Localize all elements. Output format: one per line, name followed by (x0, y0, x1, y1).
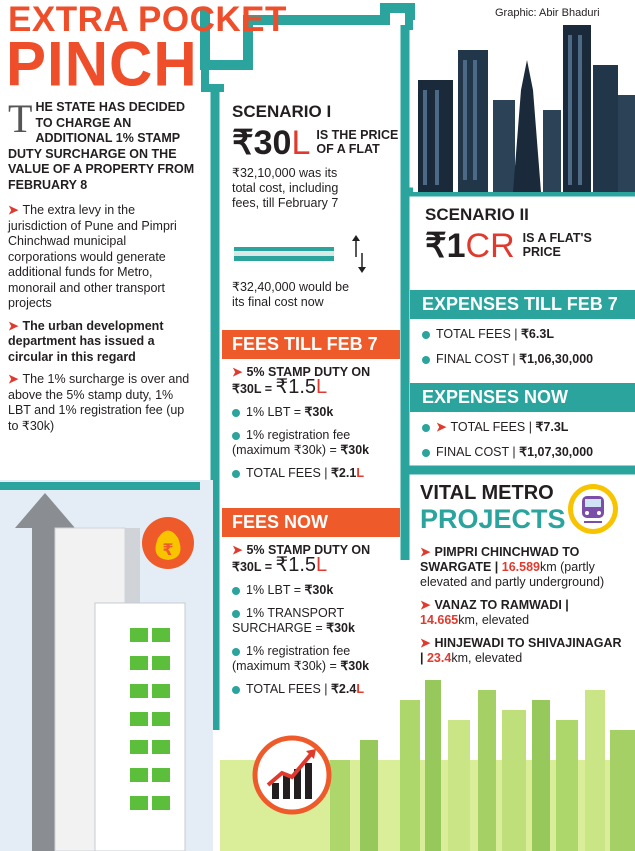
fees-till-heading: FEES TILL FEB 7 (222, 330, 400, 359)
fee-item: TOTAL FEES | ₹2.4L (232, 682, 402, 697)
scenario-2-price: ₹1 (425, 227, 466, 265)
bullet-dot (232, 686, 240, 694)
bullet-dot (232, 470, 240, 478)
intro-bullet: ➤ The urban development department has issued a circular in this regard (8, 318, 164, 364)
graphic-credit: Graphic: Abir Bhaduri (495, 7, 600, 19)
growth-chart-icon (252, 735, 332, 815)
scenario-1-cost-after: ₹32,40,000 would be its final cost now (232, 280, 350, 309)
bullet-dot (422, 356, 430, 364)
metro-project: ➤ HINJEWADI TO SHIVAJINAGAR | 23.4km, elevated (420, 636, 622, 665)
arrow-icon: ➤ (232, 543, 243, 557)
expense-item: TOTAL FEES | ₹6.3L (422, 327, 632, 342)
headline-top: EXTRA POCKET (8, 0, 287, 39)
fee-item: ➤ 5% STAMP DUTY ON ₹30L = ₹1.5L (232, 365, 371, 398)
rupee-bag-icon (142, 517, 194, 569)
metro-list (420, 545, 625, 666)
building-illustration (0, 488, 213, 851)
bullet-dot (422, 449, 430, 457)
fee-item: 1% TRANSPORT SURCHARGE = ₹30k (232, 606, 355, 635)
fee-item: 1% LBT = ₹30k (232, 405, 402, 420)
scenario-1-label: SCENARIO I (232, 102, 332, 121)
scenario-2-label: SCENARIO II (425, 205, 529, 224)
fee-item: 1% registration fee (maximum ₹30k) = ₹30k (232, 428, 370, 457)
intro-lead: HE STATE HAS DECIDED TO CHARGE AN ADDITIONAL 1% STAMP DUTY SURCHARGE ON THE VALUE OF A PROPERTY FROM FEBRUARY 8 (8, 100, 195, 192)
bullet-dot (232, 610, 240, 618)
expense-item: FINAL COST | ₹1,06,30,000 (422, 352, 632, 367)
metro-project: ➤ PIMPRI CHINCHWAD TO SWARGATE | 16.589km (partly elevated and partly underground) (420, 545, 605, 589)
bullet-dot (232, 432, 240, 440)
metro-train-icon (566, 482, 620, 536)
intro-bullet: ➤ The extra levy in the jurisdiction of Pune and Pimpri Chinchwad municipal corporations would generate additional funds for Metro, monorail and other transport projects (8, 203, 177, 310)
scenario-1-price: ₹30 (232, 124, 292, 162)
arrow-icon: ➤ (8, 203, 19, 217)
bullet-dot (422, 331, 430, 339)
fees-now-list (232, 543, 402, 697)
metro-project: ➤ VANAZ TO RAMWADI | 14.665km, elevated (420, 598, 569, 627)
fee-item: ➤ 5% STAMP DUTY ON ₹30L = ₹1.5L (232, 543, 371, 576)
bullet-dot (232, 587, 240, 595)
scenario-1 (232, 102, 406, 211)
scenario-1-unit: L (291, 124, 311, 162)
arrow-icon: ➤ (420, 636, 431, 650)
headline-main: PINCH (6, 28, 198, 100)
arrow-icon: ➤ (8, 372, 19, 386)
arrow-icon: ➤ (436, 420, 447, 434)
fee-item: 1% LBT = ₹30k (232, 583, 402, 598)
expense-item: ➤ TOTAL FEES | ₹7.3L (422, 420, 632, 435)
fee-item: TOTAL FEES | ₹2.1L (232, 466, 402, 481)
expenses-till-heading: EXPENSES TILL FEB 7 (410, 290, 635, 319)
bullet-dot (232, 648, 240, 656)
fee-item: 1% registration fee (maximum ₹30k) = ₹30k (232, 644, 370, 673)
fees-till-list (232, 365, 402, 481)
bullet-dot (422, 424, 430, 432)
fees-now-heading: FEES NOW (222, 508, 400, 537)
arrow-icon: ➤ (420, 545, 431, 559)
arrow-icon: ➤ (420, 598, 431, 612)
cost-bar-icon (232, 235, 372, 275)
expenses-till-list (422, 327, 632, 367)
svg-text:₹: ₹ (162, 540, 174, 559)
expenses-now-heading: EXPENSES NOW (410, 383, 635, 412)
intro-section (8, 96, 196, 434)
expenses-now-list (422, 420, 632, 460)
dropcap: T (8, 96, 33, 141)
arrow-icon: ➤ (232, 365, 243, 379)
metro-heading-1: VITAL METRO (420, 482, 554, 504)
scenario-1-desc: IS THE PRICE OF A FLAT (316, 128, 399, 156)
metro-heading-2: PROJECTS (420, 504, 566, 534)
scenario-2-unit: CR (465, 227, 515, 265)
intro-bullet: ➤ The 1% surcharge is over and above the 5% stamp duty, 1% LBT and 1% registration fee (up to ₹30k) (8, 372, 190, 433)
scenario-1-cost-before: ₹32,10,000 was its total cost, including fees, till February 7 (232, 166, 339, 210)
scenario-2 (425, 205, 603, 263)
skyline-icon (413, 20, 635, 192)
arrow-icon: ➤ (8, 318, 19, 333)
scenario-2-desc: IS A FLAT'S PRICE (522, 231, 592, 259)
expense-item: FINAL COST | ₹1,07,30,000 (422, 445, 632, 460)
bullet-dot (232, 409, 240, 417)
